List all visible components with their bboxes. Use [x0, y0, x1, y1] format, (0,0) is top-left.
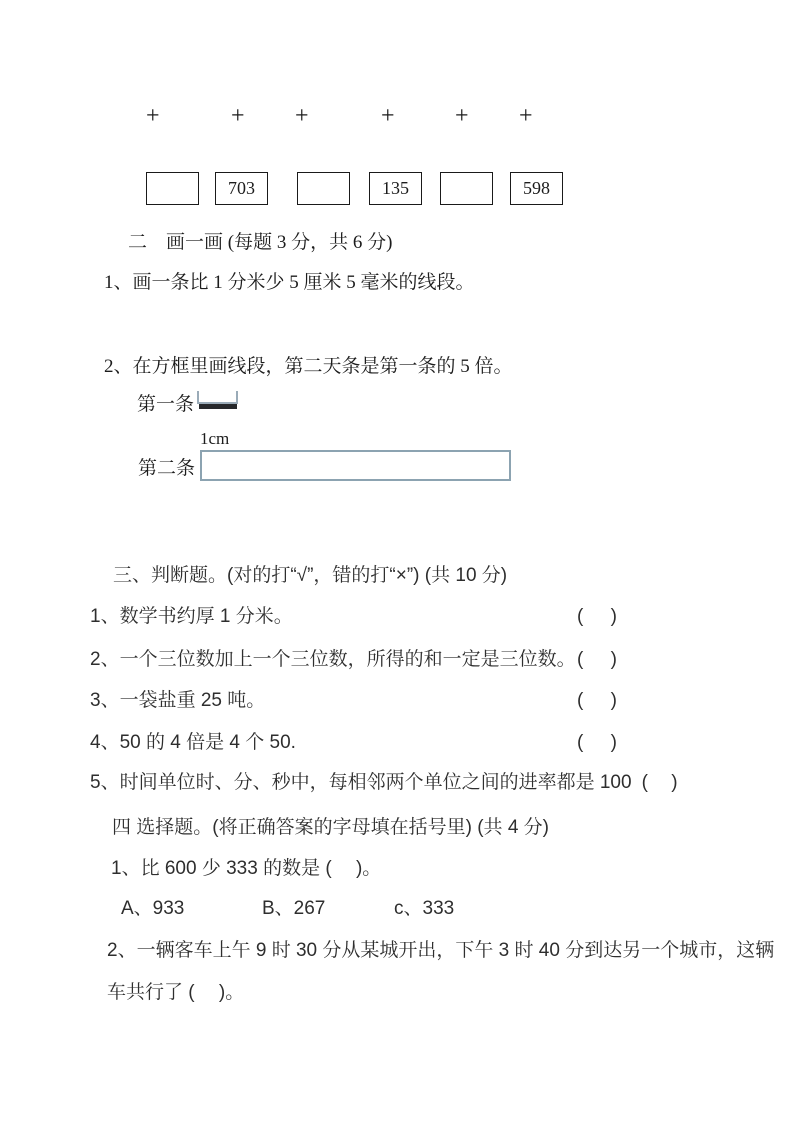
- section-choice-heading: 四 选择题。(将正确答案的字母填在括号里) (共 4 分): [112, 817, 549, 838]
- judge-item-5-text: 5、时间单位时、分、秒中，每相邻两个单位之间的进率都是 100: [90, 772, 632, 793]
- choice-option-b: B、267: [262, 898, 326, 919]
- judge-item-4: 4、50 的 4 倍是 4 个 50.: [90, 732, 296, 753]
- scale-label: 1cm: [200, 429, 230, 448]
- judge-item-2: 2、一个三位数加上一个三位数，所得的和一定是三位数。: [90, 649, 576, 670]
- paren-close: ): [610, 690, 617, 711]
- choice-option-a: A、933: [121, 898, 185, 919]
- choice-option-c: c、333: [394, 898, 455, 919]
- judge-item-3: 3、一袋盐重 25 吨。: [90, 690, 266, 711]
- answer-box: [297, 172, 350, 205]
- plus-icon: +: [455, 103, 469, 129]
- judge-item-1: 1、数学书约厚 1 分米。: [90, 606, 293, 627]
- judge-answer-parens-4: [577, 732, 617, 754]
- judge-answer-parens-3: [577, 690, 617, 712]
- paren-close: ): [610, 649, 617, 670]
- choice-question-2-line-1: 2、一辆客车上午 9 时 30 分从某城开出，下午 3 时 40 分到达另一个城市，这辆: [107, 940, 775, 961]
- draw-question-2: 2、在方框里画线段，第二天条是第一条的 5 倍。: [104, 356, 513, 377]
- plus-icon: +: [381, 103, 395, 129]
- draw-question-1: 1、画一条比 1 分米少 5 厘米 5 毫米的线段。: [104, 272, 475, 293]
- judge-item-5: [90, 772, 678, 794]
- paren-open: (: [577, 649, 584, 670]
- judge-answer-parens-1: [577, 606, 617, 628]
- answer-box: [146, 172, 199, 205]
- paren-open: (: [577, 606, 584, 627]
- number-box: 703: [215, 172, 268, 205]
- plus-icon: +: [519, 103, 533, 129]
- unit-segment-bracket: [197, 391, 238, 404]
- drawing-frame: [200, 450, 511, 481]
- judge-answer-parens-5: [642, 772, 678, 794]
- answer-box: [440, 172, 493, 205]
- plus-icon: +: [231, 103, 245, 129]
- paren-close: ): [610, 606, 617, 627]
- section-judge-heading: 三、判断题。(对的打“√”，错的打“×”) (共 10 分): [113, 565, 508, 586]
- choice-question-2-line-2: 车共行了 ( )。: [107, 982, 245, 1003]
- second-line-label: 第二条: [138, 458, 196, 479]
- number-box: 598: [510, 172, 563, 205]
- unit-segment-bar: [199, 404, 237, 409]
- paren-close: ): [671, 772, 678, 793]
- section-draw-heading: 二 画一画 (每题 3 分，共 6 分): [128, 232, 393, 253]
- choice-question-1: 1、比 600 少 333 的数是 ( )。: [111, 858, 382, 879]
- first-line-label: 第一条: [137, 394, 195, 415]
- plus-icon: +: [146, 103, 160, 129]
- paren-open: (: [577, 690, 584, 711]
- plus-icon: +: [295, 103, 309, 129]
- number-box: 135: [369, 172, 422, 205]
- paren-open: (: [641, 772, 648, 793]
- paren-close: ): [610, 732, 617, 753]
- paren-open: (: [577, 732, 584, 753]
- judge-answer-parens-2: [577, 649, 617, 671]
